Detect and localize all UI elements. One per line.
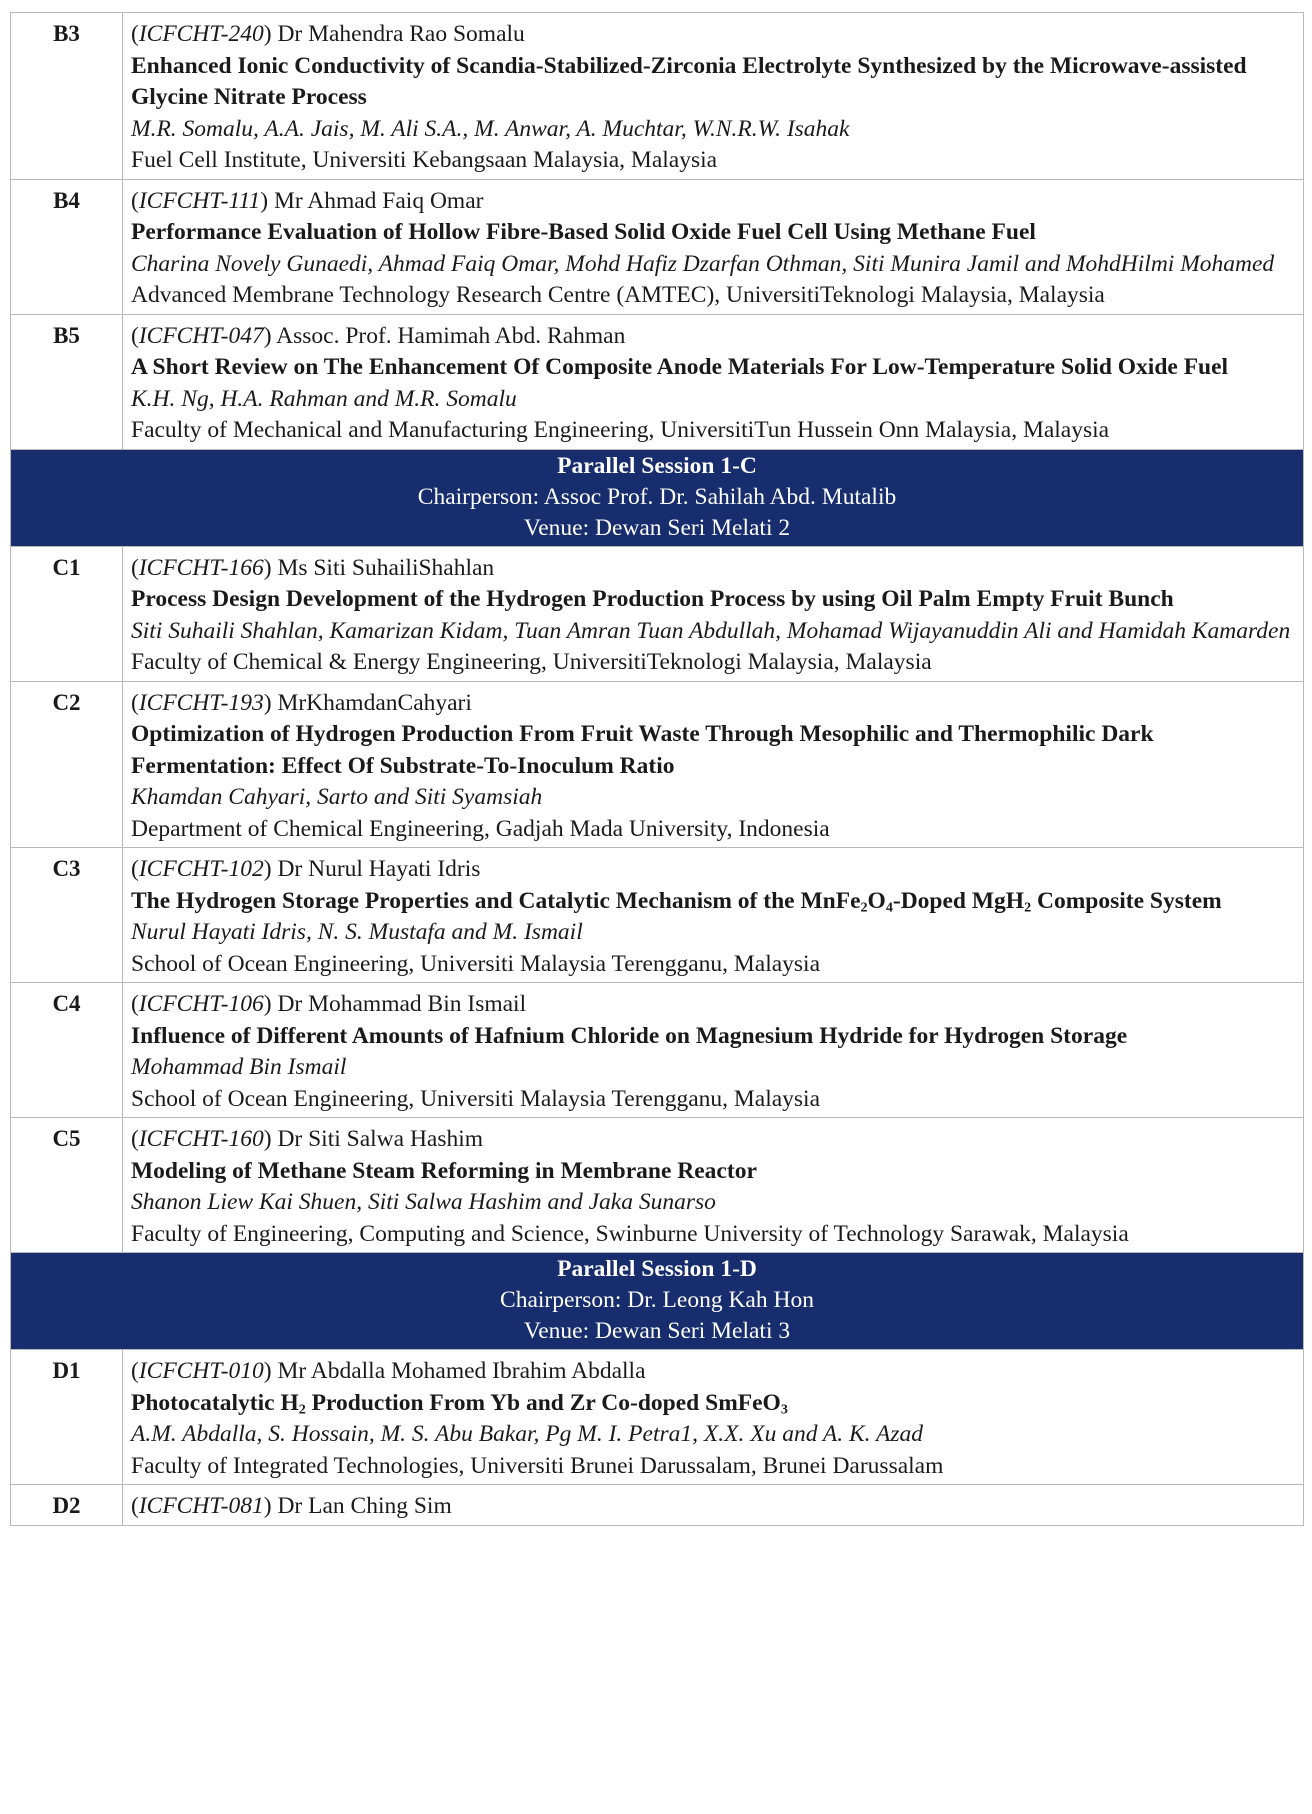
presenter-name: Dr Mahendra Rao Somalu bbox=[277, 21, 525, 47]
paper-header: (ICFCHT-010) Mr Abdalla Mohamed Ibrahim Abdalla bbox=[131, 1358, 646, 1384]
paper-details bbox=[123, 1350, 1304, 1485]
title-subscript: 2 bbox=[860, 899, 868, 916]
presenter-name: Dr Lan Ching Sim bbox=[277, 1493, 452, 1519]
paper-title: Process Design Development of the Hydrogen Production Process by using Oil Palm Empty Fruit Bunch bbox=[131, 586, 1174, 612]
paper-title: Optimization of Hydrogen Production From Fruit Waste Through Mesophilic and Thermophilic Dark Fermentation: Effect Of Substrate-To-Inoculum Ratio bbox=[131, 721, 1154, 779]
session-chairperson: Chairperson: Assoc Prof. Dr. Sahilah Abd. Mutalib bbox=[417, 483, 897, 510]
paper-header: (ICFCHT-240) Dr Mahendra Rao Somalu bbox=[131, 21, 525, 47]
paper-title: Enhanced Ionic Conductivity of Scandia-Stabilized-Zirconia Electrolyte Synthesized by the Microwave-assisted Glycine Nitrate Process bbox=[131, 52, 1247, 110]
paper-id: ICFCHT-106 bbox=[138, 991, 264, 1017]
title-subscript: 2 bbox=[1024, 899, 1032, 916]
paper-row bbox=[11, 13, 1304, 180]
paper-authors: Nurul Hayati Idris, N. S. Mustafa and M. Ismail bbox=[131, 919, 583, 945]
presenter-name: Dr Nurul Hayati Idris bbox=[277, 856, 481, 882]
session-header-cell bbox=[11, 449, 1304, 546]
session-header bbox=[11, 1253, 1304, 1350]
paper-row bbox=[11, 1118, 1304, 1253]
title-text: -Doped MgH bbox=[892, 887, 1025, 914]
paper-code: C3 bbox=[11, 848, 123, 983]
paper-details bbox=[123, 983, 1304, 1118]
paper-row bbox=[11, 314, 1304, 449]
paper-row bbox=[11, 848, 1304, 983]
presenter-name: MrKhamdanCahyari bbox=[277, 689, 472, 716]
paper-affiliation: Faculty of Mechanical and Manufacturing Engineering, UniversitiTun Hussein Onn Malaysia, Malaysia bbox=[131, 417, 1110, 443]
session-title: Parallel Session 1-D bbox=[557, 1256, 757, 1282]
paper-details bbox=[123, 1118, 1304, 1253]
paper-details bbox=[123, 1485, 1304, 1526]
paper-affiliation: Fuel Cell Institute, Universiti Kebangsaan Malaysia, Malaysia bbox=[131, 147, 718, 173]
title-subscript: 2 bbox=[298, 1401, 306, 1418]
schedule-table bbox=[10, 12, 1304, 1526]
paper-code: C2 bbox=[11, 681, 123, 848]
paper-id: ICFCHT-166 bbox=[138, 554, 264, 581]
paper-title: Influence of Different Amounts of Hafnium Chloride on Magnesium Hydride for Hydrogen Storage bbox=[131, 1022, 1128, 1049]
paper-id: ICFCHT-160 bbox=[138, 1126, 264, 1152]
session-chairperson: Chairperson: Dr. Leong Kah Hon bbox=[500, 1287, 814, 1313]
paper-row bbox=[11, 1350, 1304, 1485]
paper-header: (ICFCHT-193) MrKhamdanCahyari bbox=[131, 689, 472, 716]
presenter-name: Assoc. Prof. Hamimah Abd. Rahman bbox=[276, 322, 626, 349]
paper-header: (ICFCHT-047) Assoc. Prof. Hamimah Abd. Rahman bbox=[131, 322, 626, 349]
title-text: Production From Yb and Zr Co-doped SmFeO bbox=[305, 1389, 781, 1416]
paper-authors: Shanon Liew Kai Shuen, Siti Salwa Hashim and Jaka Sunarso bbox=[131, 1189, 716, 1215]
title-subscript: 3 bbox=[780, 1401, 788, 1418]
paper-title bbox=[131, 886, 1297, 918]
session-title: Parallel Session 1-C bbox=[557, 452, 757, 479]
paper-id: ICFCHT-240 bbox=[138, 21, 264, 47]
paper-affiliation: Advanced Membrane Technology Research Centre (AMTEC), UniversitiTeknologi Malaysia, Malaysia bbox=[131, 282, 1105, 308]
paper-code: C4 bbox=[11, 983, 123, 1118]
paper-code: B3 bbox=[11, 13, 123, 180]
paper-details bbox=[123, 546, 1304, 681]
paper-affiliation: Faculty of Chemical & Energy Engineering, UniversitiTeknologi Malaysia, Malaysia bbox=[131, 649, 932, 675]
paper-header: (ICFCHT-102) Dr Nurul Hayati Idris bbox=[131, 856, 481, 882]
paper-affiliation: Department of Chemical Engineering, Gadjah Mada University, Indonesia bbox=[131, 815, 830, 842]
paper-id: ICFCHT-193 bbox=[138, 689, 264, 716]
paper-affiliation: School of Ocean Engineering, Universiti Malaysia Terengganu, Malaysia bbox=[131, 1085, 821, 1112]
session-header bbox=[11, 449, 1304, 546]
paper-authors: Charina Novely Gunaedi, Ahmad Faiq Omar, Mohd Hafiz Dzarfan Othman, Siti Munira Jamil and MohdHilmi Mohamed bbox=[131, 250, 1275, 277]
paper-details bbox=[123, 179, 1304, 314]
title-subscript: 4 bbox=[885, 899, 893, 916]
paper-authors: Mohammad Bin Ismail bbox=[131, 1054, 347, 1080]
paper-authors: Siti Suhaili Shahlan, Kamarizan Kidam, Tuan Amran Tuan Abdullah, Mohamad Wijayanuddin Ali and Hamidah Kamarden bbox=[131, 617, 1291, 644]
paper-affiliation: Faculty of Engineering, Computing and Science, Swinburne University of Technology Sarawak, Malaysia bbox=[131, 1220, 1129, 1247]
paper-id: ICFCHT-081 bbox=[138, 1493, 264, 1519]
paper-header: (ICFCHT-081) Dr Lan Ching Sim bbox=[131, 1493, 452, 1519]
session-header-cell bbox=[11, 1253, 1304, 1350]
presenter-name: Dr Siti Salwa Hashim bbox=[277, 1126, 484, 1152]
paper-title: Performance Evaluation of Hollow Fibre-Based Solid Oxide Fuel Cell Using Methane Fuel bbox=[131, 219, 1036, 245]
session-venue: Venue: Dewan Seri Melati 2 bbox=[523, 514, 791, 541]
paper-code: C1 bbox=[11, 546, 123, 681]
paper-id: ICFCHT-102 bbox=[138, 856, 264, 882]
title-text: Composite System bbox=[1031, 887, 1222, 914]
title-text: O bbox=[867, 887, 886, 914]
paper-id: ICFCHT-047 bbox=[138, 322, 264, 349]
paper-details bbox=[123, 314, 1304, 449]
paper-details bbox=[123, 681, 1304, 848]
paper-title: A Short Review on The Enhancement Of Composite Anode Materials For Low-Temperature Solid Oxide Fuel bbox=[131, 354, 1229, 380]
paper-row bbox=[11, 983, 1304, 1118]
paper-header: (ICFCHT-111) Mr Ahmad Faiq Omar bbox=[131, 187, 484, 214]
paper-id: ICFCHT-010 bbox=[138, 1358, 264, 1384]
title-text: The Hydrogen Storage Properties and Catalytic Mechanism of the MnFe bbox=[131, 887, 861, 914]
paper-code: D2 bbox=[11, 1485, 123, 1526]
paper-row bbox=[11, 179, 1304, 314]
paper-title: Modeling of Methane Steam Reforming in Membrane Reactor bbox=[131, 1157, 757, 1184]
presenter-name: Mr Abdalla Mohamed Ibrahim Abdalla bbox=[277, 1358, 646, 1384]
paper-row bbox=[11, 546, 1304, 681]
session-venue: Venue: Dewan Seri Melati 3 bbox=[523, 1318, 791, 1344]
paper-code: B5 bbox=[11, 314, 123, 449]
paper-header: (ICFCHT-106) Dr Mohammad Bin Ismail bbox=[131, 991, 527, 1017]
paper-affiliation: School of Ocean Engineering, Universiti Malaysia Terengganu, Malaysia bbox=[131, 950, 821, 977]
paper-details bbox=[123, 13, 1304, 180]
paper-code: B4 bbox=[11, 179, 123, 314]
presenter-name: Dr Mohammad Bin Ismail bbox=[277, 991, 527, 1017]
paper-affiliation: Faculty of Integrated Technologies, Universiti Brunei Darussalam, Brunei Darussalam bbox=[131, 1452, 944, 1479]
paper-authors: Khamdan Cahyari, Sarto and Siti Syamsiah bbox=[131, 784, 543, 810]
presenter-name: Mr Ahmad Faiq Omar bbox=[273, 187, 484, 214]
paper-authors: M.R. Somalu, A.A. Jais, M. Ali S.A., M. Anwar, A. Muchtar, W.N.R.W. Isahak bbox=[131, 115, 850, 142]
paper-header: (ICFCHT-160) Dr Siti Salwa Hashim bbox=[131, 1126, 484, 1152]
paper-authors: K.H. Ng, H.A. Rahman and M.R. Somalu bbox=[131, 385, 517, 412]
title-text: Photocatalytic H bbox=[131, 1389, 299, 1416]
paper-authors: A.M. Abdalla, S. Hossain, M. S. Abu Bakar, Pg M. I. Petra1, X.X. Xu and A. K. Azad bbox=[131, 1421, 924, 1447]
paper-header: (ICFCHT-166) Ms Siti SuhailiShahlan bbox=[131, 554, 495, 581]
paper-code: D1 bbox=[11, 1350, 123, 1485]
paper-row bbox=[11, 1485, 1304, 1526]
paper-id: ICFCHT-111 bbox=[138, 187, 261, 214]
paper-row bbox=[11, 681, 1304, 848]
presenter-name: Ms Siti SuhailiShahlan bbox=[277, 554, 495, 581]
paper-details bbox=[123, 848, 1304, 983]
paper-code: C5 bbox=[11, 1118, 123, 1253]
paper-title bbox=[131, 1388, 1297, 1420]
